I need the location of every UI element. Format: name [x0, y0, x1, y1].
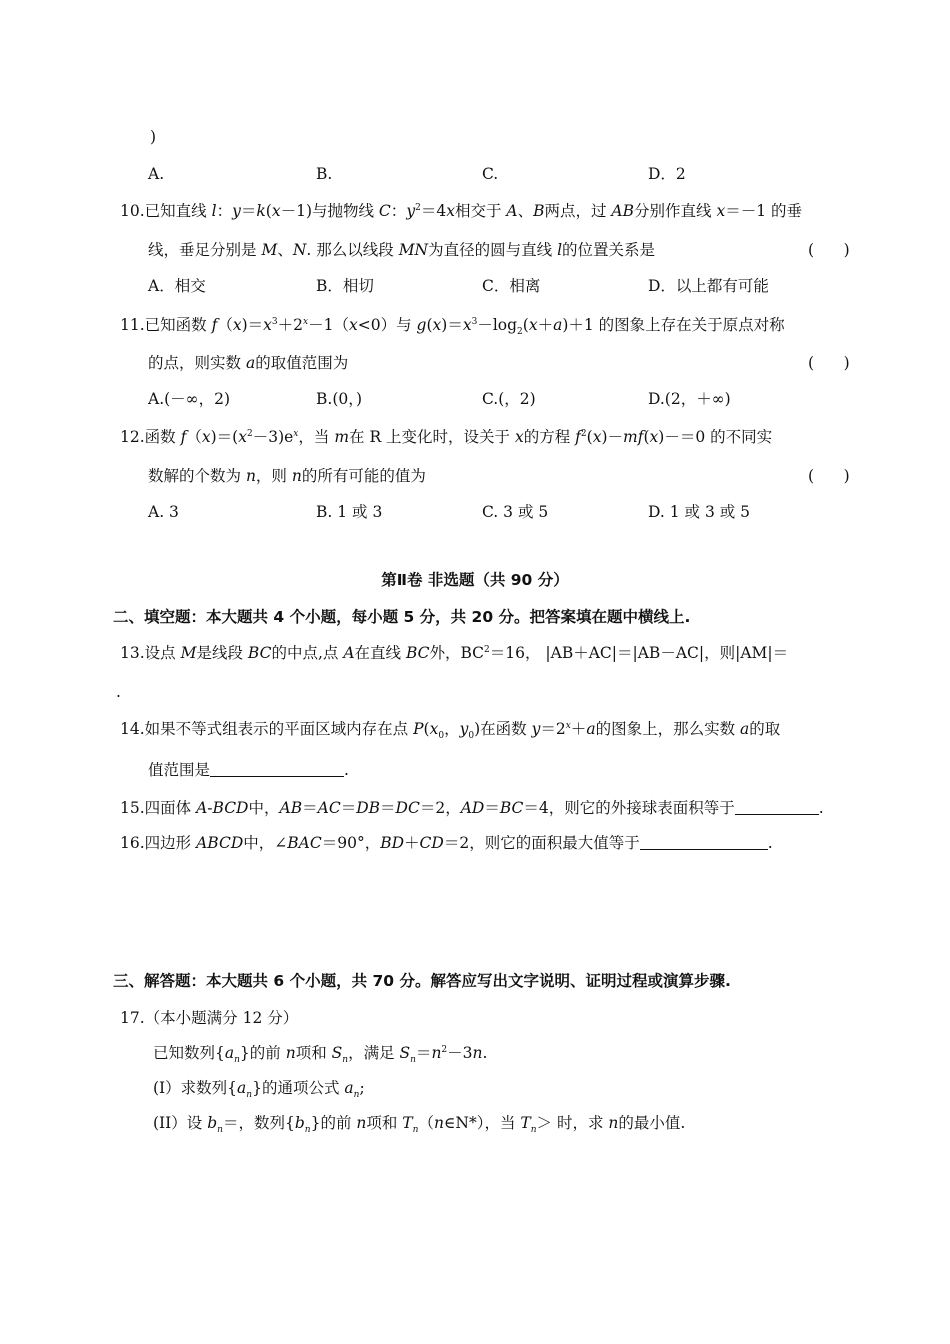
var: m [334, 428, 350, 446]
text: 、 [517, 202, 534, 220]
text: －1（ [308, 316, 349, 334]
text: ，当 [298, 428, 335, 446]
text: 两点，过 [544, 202, 612, 220]
var: x [432, 316, 442, 334]
var: x [238, 428, 247, 446]
var: CD [419, 834, 444, 852]
text: 四边形 [144, 834, 197, 852]
exp: x [293, 428, 299, 439]
text: ( [426, 316, 433, 334]
q9-close-paren: ) [150, 128, 157, 146]
var: AC [317, 799, 341, 817]
text: 中， [248, 799, 280, 817]
q11-option-c: C.(，2) [482, 390, 536, 408]
var: AB [611, 202, 635, 220]
section2-heading: 二、填空题：本大题共 4 个小题，每小题 5 分，共 20 分。把答案填在题中横线上. [113, 608, 691, 626]
q10-number: 10. [120, 202, 145, 220]
var: BC [405, 644, 430, 662]
text: 的取 [749, 720, 781, 738]
var: BD [380, 834, 405, 852]
sub: n [530, 1125, 537, 1136]
var: x [271, 202, 281, 220]
text: . [767, 834, 773, 852]
text: 为直径的圆与直线 [428, 241, 558, 259]
q10-option-a: A．相交 [148, 277, 206, 295]
text: 在直线 [354, 644, 406, 662]
q10-line2 [148, 241, 655, 260]
var: g [416, 316, 427, 334]
q17-header [120, 1009, 298, 1028]
text: )＝( [210, 428, 239, 446]
q15-answer-blank[interactable] [735, 800, 819, 815]
text: ( [522, 316, 529, 334]
q11-option-a: A.(－∞，2) [148, 390, 230, 408]
var: M [180, 644, 197, 662]
exp: x [303, 316, 309, 327]
text: }的前 [310, 1114, 357, 1132]
text: ＞ 时，求 [536, 1114, 609, 1132]
text: （ [217, 316, 233, 334]
text: 设点 [144, 644, 181, 662]
sub: 0 [468, 731, 475, 742]
var: T [520, 1114, 531, 1132]
text: )＝ [241, 316, 264, 334]
var: b [294, 1114, 305, 1132]
q11-option-b: B.(0，) [316, 390, 363, 408]
var: n [285, 1044, 296, 1062]
q13-line2: . [116, 683, 121, 701]
text: ， [444, 720, 460, 738]
text: (II）设 [153, 1114, 208, 1132]
q9-option-d: D．2 [648, 165, 686, 183]
text: ＝ [302, 799, 318, 817]
var: M [261, 241, 278, 259]
sub: n [353, 1090, 360, 1101]
var: S [331, 1044, 343, 1062]
text: 外，BC [429, 644, 485, 662]
var: x [716, 202, 726, 220]
text: ; [359, 1079, 365, 1097]
text: 相交于 [454, 202, 507, 220]
var: C [378, 202, 391, 220]
var: a [224, 1044, 235, 1062]
exp: 3 [271, 316, 278, 327]
text: ，满足 [348, 1044, 400, 1062]
text: 中，∠ [243, 834, 288, 852]
var: b [207, 1114, 218, 1132]
text: )在函数 [474, 720, 532, 738]
var: k [256, 202, 266, 220]
var: m [623, 428, 638, 446]
text: 的最小值. [618, 1114, 686, 1132]
text: ＝4，则它的外接球表面积等于 [523, 799, 735, 817]
var: BC [499, 799, 524, 817]
text: 函数 [144, 428, 181, 446]
q17-score: （本小题满分 12 分） [144, 1009, 299, 1027]
q17-part2 [153, 1114, 686, 1136]
var: MN [398, 241, 429, 259]
q11-answer-paren: ( ) [808, 354, 850, 372]
var: x [201, 428, 211, 446]
text: 分别作直线 [634, 202, 717, 220]
text: ＝16， |AB＋AC|＝|AB－AC|，则|AM|＝ [489, 644, 789, 662]
exp: 2 [415, 202, 421, 213]
var: a [245, 354, 256, 372]
text: ＝ [240, 202, 257, 220]
text: －3)e [252, 428, 294, 446]
var: y [531, 720, 541, 738]
q10-option-c: C．相离 [482, 277, 541, 295]
var: a [586, 720, 596, 738]
var: l [557, 241, 563, 259]
var: x [592, 428, 602, 446]
q12-option-b: B. 1 或 3 [316, 503, 383, 521]
q14-number: 14. [120, 720, 145, 738]
var: l [211, 202, 217, 220]
var: A [506, 202, 518, 220]
exp: 2 [441, 1044, 448, 1055]
text: ＋ [570, 720, 587, 738]
var: T [402, 1114, 413, 1132]
text: 项和 [295, 1044, 332, 1062]
var: n [356, 1114, 367, 1132]
exp: 2 [580, 428, 587, 439]
text: 的位置关系是 [562, 241, 656, 259]
text: . [818, 799, 824, 817]
var: N [292, 241, 307, 259]
text: －3 [447, 1044, 473, 1062]
var: n [245, 467, 256, 485]
q9-option-a: A. [148, 165, 165, 183]
var: DB [356, 799, 381, 817]
q12-option-c: C. 3 或 5 [482, 503, 549, 521]
text: 值范围是 [148, 761, 211, 779]
var: A-BCD [196, 799, 249, 817]
q13-line1 [120, 644, 788, 663]
var: a [553, 316, 563, 334]
text: ＝ [380, 799, 396, 817]
sub: n [304, 1125, 311, 1136]
text: ＝90°， [321, 834, 381, 852]
text: －log [477, 316, 518, 334]
var: x [528, 316, 538, 334]
var: n [431, 1044, 442, 1062]
text: ( [643, 428, 650, 446]
text: 已知函数 [144, 316, 212, 334]
text: －1)与抛物线 [280, 202, 379, 220]
var: S [399, 1044, 411, 1062]
text: 的所有可能的值为 [301, 467, 426, 485]
var: a [237, 1079, 247, 1097]
var: f [180, 428, 187, 446]
q10-line1 [120, 202, 802, 221]
q15-number: 15. [120, 799, 145, 817]
text: ＝4 [420, 202, 447, 220]
var: AD [460, 799, 485, 817]
q9-option-c: C. [482, 165, 499, 183]
q16-number: 16. [120, 834, 145, 852]
sub: n [410, 1055, 416, 1066]
q12-line2 [148, 467, 426, 486]
part2-title: 第Ⅱ卷 非选题（共 90 分） [381, 571, 569, 589]
sub: n [246, 1090, 253, 1101]
text: 是线段 [196, 644, 248, 662]
q13-number: 13. [120, 644, 145, 662]
sub: 0 [438, 731, 445, 742]
q11-line2 [148, 354, 348, 373]
var: y [406, 202, 416, 220]
var: a [344, 1079, 354, 1097]
text: 数解的个数为 [148, 467, 246, 485]
var: x [348, 316, 358, 334]
var: x [232, 316, 242, 334]
text: ＝2 [540, 720, 566, 738]
text: )＝ [441, 316, 463, 334]
var: BAC [287, 834, 322, 852]
var: DC [395, 799, 420, 817]
text: }的通项公式 [252, 1079, 345, 1097]
var: f [575, 428, 581, 446]
sub: n [412, 1125, 419, 1136]
sub: n [234, 1055, 240, 1066]
text: ＝，数列{ [222, 1114, 295, 1132]
text: 的方程 [523, 428, 576, 446]
q10-option-d: D．以上都有可能 [648, 277, 769, 295]
q12-answer-paren: ( ) [808, 467, 850, 485]
q12-option-d: D. 1 或 3 或 5 [648, 503, 751, 521]
var: y [459, 720, 469, 738]
text: ，则 [255, 467, 292, 485]
text: 、 [277, 241, 293, 259]
exp: 2 [246, 428, 253, 439]
exp: 3 [471, 316, 478, 327]
q11-option-d: D.(2，＋∞) [648, 390, 731, 408]
q17-stem [153, 1044, 488, 1066]
q11-line1 [120, 316, 785, 338]
text: 如果不等式组表示的平面区域内存在点 [144, 720, 414, 738]
q10-option-b: B．相切 [316, 277, 374, 295]
text: ＋2 [277, 316, 304, 334]
text: ＝－1 的垂 [725, 202, 802, 220]
text: . [344, 761, 349, 779]
text: 在 R 上变化时，设关于 [349, 428, 515, 446]
q14-line1 [120, 720, 781, 742]
q12-line1 [120, 428, 772, 447]
q17-number: 17. [120, 1009, 145, 1027]
text: （ [186, 428, 202, 446]
text: 项和 [366, 1114, 403, 1132]
var: f [211, 316, 218, 334]
text: 线，垂足分别是 [148, 241, 262, 259]
var: AB [279, 799, 303, 817]
var: BC [247, 644, 272, 662]
exp: x [565, 720, 571, 731]
var: x [429, 720, 439, 738]
text: ∈N*），当 [443, 1114, 521, 1132]
var: P [413, 720, 424, 738]
q16-answer-blank[interactable] [640, 835, 768, 850]
exp: 2 [484, 644, 490, 655]
text: ＝2， [419, 799, 461, 817]
text: . [482, 1044, 488, 1062]
text: 的取值范围为 [255, 354, 349, 372]
text: ： [390, 202, 407, 220]
section3-heading: 三、解答题：本大题共 6 个小题，共 70 分。解答应写出文字说明、证明过程或演算步骤. [113, 972, 731, 990]
var: ABCD [196, 834, 244, 852]
text: )＋1 的图象上存在关于原点对称 [562, 316, 785, 334]
q15-line1 [120, 799, 824, 818]
var: n [608, 1114, 619, 1132]
q10-answer-paren: ( ) [808, 241, 850, 259]
text: (I）求数列{ [153, 1079, 238, 1097]
text: ＝ [340, 799, 357, 817]
text: （ [418, 1114, 434, 1132]
var: A [343, 644, 355, 662]
text: ＝2，则它的面积最大值等于 [443, 834, 640, 852]
text: ＝ [484, 799, 500, 817]
q12-option-a: A. 3 [148, 503, 179, 521]
text: )－＝0 的不同实 [658, 428, 773, 446]
text: 的中点,点 [271, 644, 344, 662]
var: x [462, 316, 472, 334]
text: ( [586, 428, 593, 446]
text: 的点，则实数 [148, 354, 246, 372]
text: ＋ [537, 316, 554, 334]
q16-line1 [120, 834, 773, 853]
text: )－ [601, 428, 624, 446]
text: ： [216, 202, 233, 220]
var: B [533, 202, 545, 220]
text: ( [423, 720, 430, 738]
sub: n [342, 1055, 349, 1066]
text: ＋ [404, 834, 420, 852]
var: f [637, 428, 644, 446]
var: x [263, 316, 272, 334]
var: n [472, 1044, 483, 1062]
text: 已知数列{ [153, 1044, 225, 1062]
q12-number: 12. [120, 428, 145, 446]
var: x [649, 428, 659, 446]
q17-part1 [153, 1079, 365, 1101]
var: x [446, 202, 455, 220]
text: 的图象上，那么实数 [595, 720, 740, 738]
text: }的前 [239, 1044, 286, 1062]
var: n [433, 1114, 444, 1132]
q14-line2 [148, 761, 349, 780]
var: n [291, 467, 302, 485]
q14-answer-blank[interactable] [210, 762, 344, 777]
text: <0）与 [357, 316, 417, 334]
sub: n [217, 1125, 223, 1136]
text: 四面体 [144, 799, 197, 817]
var: y [232, 202, 241, 220]
var: x [514, 428, 524, 446]
text: ( [265, 202, 272, 220]
text: . 那么以线段 [306, 241, 399, 259]
var: a [740, 720, 750, 738]
text: 已知直线 [144, 202, 212, 220]
q11-number: 11. [120, 316, 145, 334]
text: ＝ [415, 1044, 432, 1062]
q9-option-b: B. [316, 165, 333, 183]
sub: 2 [517, 327, 523, 338]
